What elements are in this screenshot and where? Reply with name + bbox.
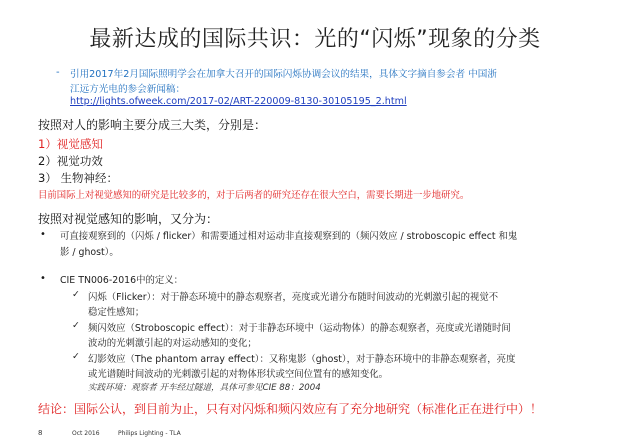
research-note: 目前国际上对视觉感知的研究是比较多的，对于后两者的研究还存在很大空白，需要长期进一步地研究。: [38, 190, 470, 201]
checkmark-icon: ✓: [72, 289, 80, 300]
reference-text-line-1: 引用2017年2月国际照明学会在加拿大召开的国际闪烁协调会议的结果，具体文字摘自参会者 中国浙: [70, 69, 497, 80]
section2-heading: 按照对视觉感知的影响，又分为：: [38, 212, 219, 226]
flicker-definition-line-1: 闪烁（Flicker）：对于静态环境中的静态观察者，亮度或光谱分布随时间波动的光刺激引起的视觉不: [88, 292, 499, 303]
footer-company: Philips Lighting - TLA: [118, 430, 181, 437]
perception-types-line-1: 可直接观察到的（闪烁 / flicker）和需要通过相对运动非直接观察到的（频闪效应 / stroboscopic effect 和鬼: [60, 231, 518, 242]
practice-example: 实践环境：观察者 开车经过隧道，具体可参见CIE 88：2004: [88, 383, 321, 393]
reference-dash: -: [56, 67, 60, 78]
footer-date: Oct 2016: [72, 430, 100, 437]
stroboscopic-definition-line-1: 频闪效应（Stroboscopic effect）：对于非静态环境中（运动物体）的静态观察者，亮度或光谱随时间: [88, 323, 511, 334]
bullet-icon: •: [40, 229, 46, 240]
reference-text-line-2: 江远方光电的参会新闻稿：: [70, 84, 186, 95]
bullet-icon: •: [40, 273, 46, 284]
category-visual-performance: 2）视觉功效: [38, 154, 103, 168]
phantom-array-definition-line-1: 幻影效应（The phantom array effect）：又称鬼影（ghost），对于静态环境中的非静态观察者，亮度: [88, 354, 516, 365]
section1-heading: 按照对人的影响主要分成三大类，分别是：: [38, 118, 267, 132]
stroboscopic-definition-line-2: 波动的光刺激引起的对运动感知的变化；: [88, 338, 257, 349]
flicker-definition-line-2: 稳定性感知；: [88, 307, 145, 318]
category-visual-perception: 1）视觉感知: [38, 137, 103, 151]
reference-link[interactable]: http://lights.ofweek.com/2017-02/ART-220009-8130-30105195_2.html: [70, 96, 407, 107]
checkmark-icon: ✓: [72, 351, 80, 362]
perception-types-line-2: 影 / ghost）。: [60, 247, 119, 258]
checkmark-icon: ✓: [72, 320, 80, 331]
conclusion: 结论：国际公认，到目前为止，只有对闪烁和频闪效应有了充分地研究（标准化正在进行中）！: [38, 402, 543, 416]
page-number: 8: [38, 429, 43, 437]
category-biological-neural: 3） 生物神经：: [38, 171, 118, 185]
cie-definition-heading: CIE TN006-2016中的定义：: [60, 275, 183, 286]
slide-title: 最新达成的国际共识：光的“闪烁”现象的分类: [89, 27, 541, 52]
phantom-array-definition-line-2: 或光谱随时间波动的光刺激引起的对物体形状或空间位置有的感知变化。: [88, 369, 389, 380]
